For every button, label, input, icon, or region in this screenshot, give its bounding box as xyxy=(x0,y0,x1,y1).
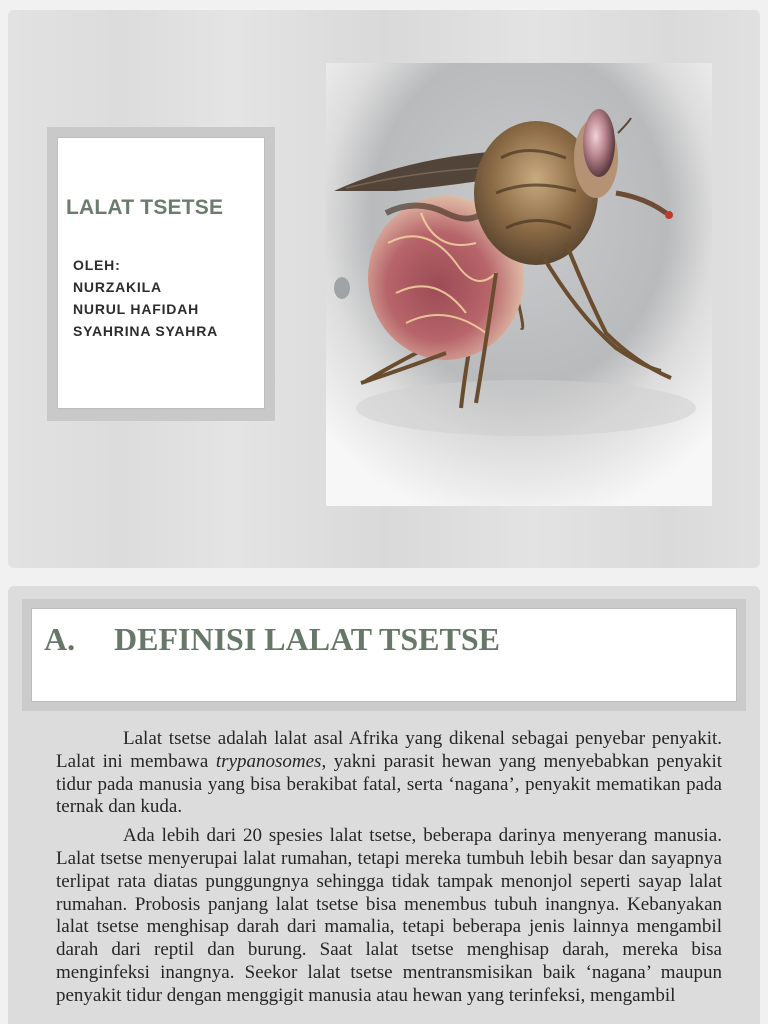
tsetse-fly-illustration xyxy=(326,63,712,506)
definition-slide xyxy=(8,586,760,1024)
author-name: SYAHRINA SYAHRA xyxy=(73,323,219,339)
paragraph xyxy=(56,728,722,819)
heading-card xyxy=(22,599,746,711)
title-card xyxy=(47,127,275,421)
heading-card-inner xyxy=(31,608,737,702)
authors-label: OLEH: xyxy=(73,257,121,273)
title-card-inner xyxy=(57,137,265,409)
author-name: NURZAKILA xyxy=(73,279,162,295)
section-title: DEFINISI LALAT TSETSE xyxy=(114,621,500,657)
italic-term: trypanosomes xyxy=(215,750,322,772)
tsetse-fly-photo xyxy=(326,63,712,506)
title-slide xyxy=(8,10,760,568)
main-title: LALAT TSETSE xyxy=(66,196,224,219)
paragraph-text: Lalat tsetse adalah lalat asal Afrika yang dikenal sebagai penyebar penyakit. Lalat ini membawa xyxy=(56,728,722,772)
section-heading xyxy=(44,621,500,658)
definition-body xyxy=(56,728,722,1014)
paragraph-text: , yakni parasit hewan yang menyebabkan penyakit tidur pada manusia yang bisa berakibat fatal, serta ‘nagana’, penyakit mematikan pada ternak dan kuda. xyxy=(56,750,722,818)
author-name: NURUL HAFIDAH xyxy=(73,301,200,317)
authors-block xyxy=(73,254,218,342)
section-number: A. xyxy=(44,621,76,657)
paragraph: Ada lebih dari 20 spesies lalat tsetse, beberapa darinya menyerang manusia. Lalat tsetse menyerupai lalat rumahan, tetapi mereka tumbuh lebih besar dan sayapnya terlipat rata diatas punggungnya sehingga tidak tampak menonjol seperti sayap lalat rumahan. Probosis panjang lalat tsetse bisa menembus tubuh inangnya. Kebanyakan lalat tsetse menghisap darah dari mamalia, tetapi beberapa jenis lainnya mengambil darah dari reptil dan burung. Saat lalat tsetse menghisap darah, mereka bisa menginfeksi inangnya. Seekor lalat tsetse mentransmisikan baik ‘nagana’ maupun penyakit tidur dengan menggigit manusia atau hewan yang terinfeksi, mengambil xyxy=(56,825,722,1006)
